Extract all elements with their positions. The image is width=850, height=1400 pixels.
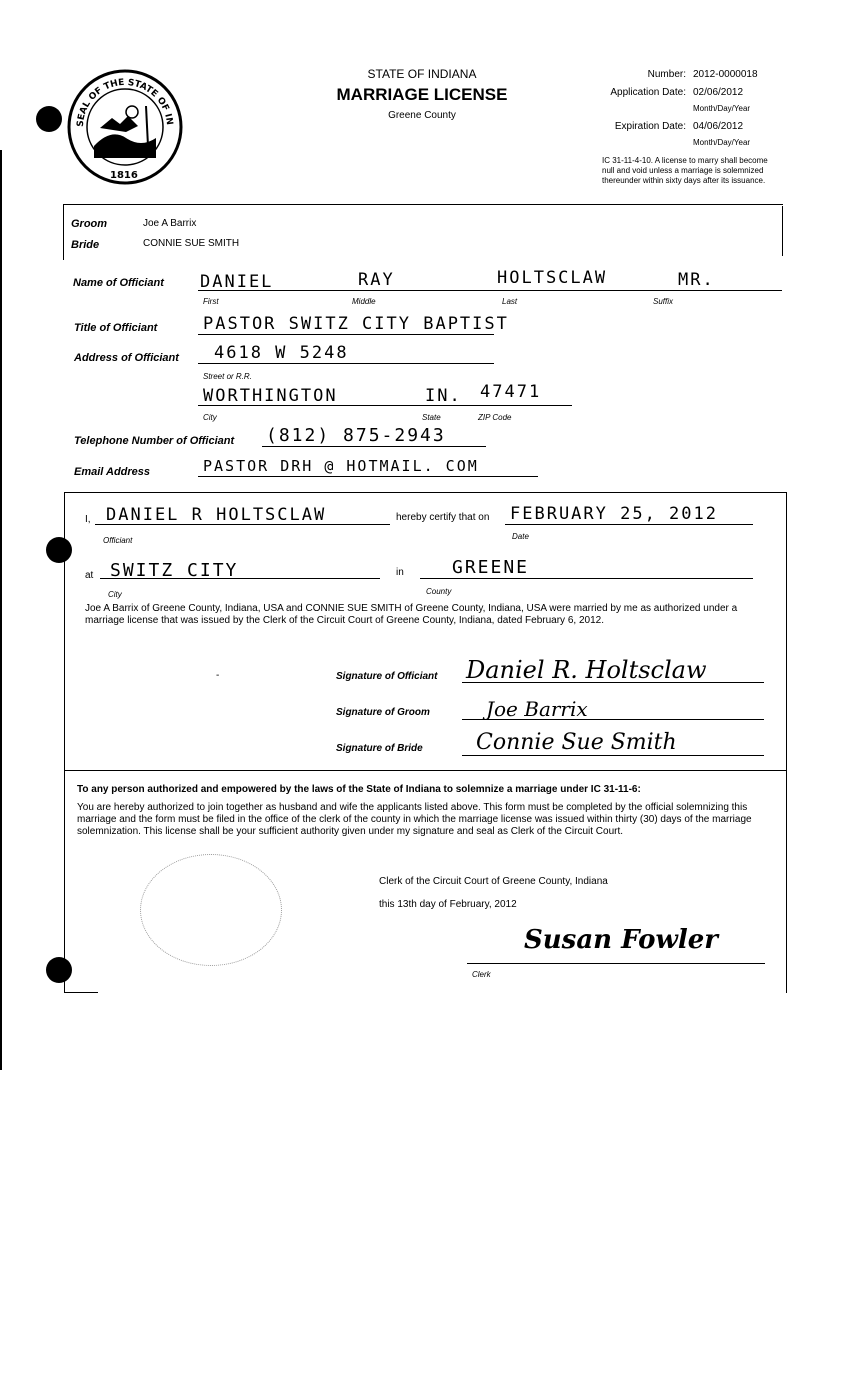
state-seal — [66, 68, 184, 186]
signature-officiant-line — [462, 682, 764, 683]
punch-hole-top — [36, 106, 62, 132]
officiant-street: 4618 W 5248 — [214, 343, 349, 363]
expiration-date-label: Expiration Date: — [614, 121, 686, 132]
groom-name: Joe A Barrix — [143, 218, 197, 229]
header-title: MARRIAGE LICENSE — [336, 85, 508, 104]
certify-text: hereby certify that on — [396, 512, 490, 523]
officiant-street-line — [198, 363, 494, 364]
suffix-caption: Suffix — [653, 297, 674, 306]
certificate-officiant-name: DANIEL R HOLTSCLAW — [106, 505, 327, 525]
bride-label: Bride — [71, 239, 100, 251]
couple-box — [63, 204, 783, 260]
city-caption: City — [203, 413, 217, 422]
officiant-title: PASTOR SWITZ CITY BAPTIST — [203, 314, 509, 334]
officiant-zip: 47471 — [480, 382, 542, 402]
state-caption: State — [422, 413, 441, 422]
license-number: 2012-0000018 — [693, 69, 758, 80]
number-label: Number: — [647, 69, 686, 80]
officiant-email: PASTOR DRH @ HOTMAIL. COM — [203, 457, 479, 475]
signature-bride-label: Signature of Bride — [336, 743, 423, 754]
officiant-city-line — [198, 405, 572, 406]
officiant-first-name: DANIEL — [200, 272, 274, 292]
officiant-title-label: Title of Officiant — [74, 322, 158, 334]
officiant-suffix: MR. — [678, 270, 715, 290]
application-date: 02/06/2012 — [693, 87, 744, 98]
officiant-phone: (812) 875-2943 — [266, 425, 446, 446]
marriage-county: GREENE — [452, 557, 530, 578]
authorization-body: You are hereby authorized to join together as husband and wife the applicants listed above. This form must be completed by the official solemnizing this marriage and the form must be filed in the office of the clerk of the county in which the marriage license was issued within thirty (30) days of the marriage solemnization. This license shall be your sufficient authority given under my signature and seal as Clerk of the Circuit Court. — [77, 802, 752, 837]
officiant-email-line — [198, 476, 538, 477]
seal-year: 1816 — [110, 170, 138, 181]
first-caption: First — [203, 297, 219, 306]
expiration-date-format: Month/Day/Year — [693, 138, 751, 147]
bride-name: CONNIE SUE SMITH — [143, 238, 240, 249]
certificate-i: I, — [85, 514, 91, 525]
clerk-seal-impression — [140, 854, 282, 966]
officiant-phone-line — [262, 446, 486, 447]
application-date-format: Month/Day/Year — [693, 104, 751, 113]
certificate-statement: Joe A Barrix of Greene County, Indiana, USA and CONNIE SUE SMITH of Greene County, Indiana, USA were married by me as authorized under a marriage license that was issued by the Clerk of the Circuit Court of Greene County, Indiana, dated February 6, 2012. — [85, 603, 738, 626]
middle-caption: Middle — [352, 297, 376, 306]
signature-groom-line — [462, 719, 764, 720]
expiration-date: 04/06/2012 — [693, 121, 744, 132]
header-county: Greene County — [388, 110, 456, 121]
application-date-label: Application Date: — [610, 87, 686, 98]
officiant-phone-label: Telephone Number of Officiant — [74, 435, 235, 447]
issue-date-line: this 13th day of February, 2012 — [379, 899, 517, 910]
signature-groom: Joe Barrix — [486, 697, 588, 721]
certificate-at: at — [85, 570, 94, 581]
officiant-name-label: Name of Officiant — [73, 277, 164, 289]
certificate-officiant-caption: Officiant — [103, 536, 133, 545]
marriage-city-line — [100, 578, 380, 579]
clerk-signature: Susan Fowler — [524, 925, 718, 955]
zip-caption: ZIP Code — [478, 413, 512, 422]
clerk-caption: Clerk — [472, 970, 491, 979]
authorization-heading: To any person authorized and empowered by the laws of the State of Indiana to solemnize a marriage under IC 31-11-6: — [77, 784, 641, 795]
officiant-city: WORTHINGTON — [203, 386, 338, 406]
marriage-city: SWITZ CITY — [110, 560, 239, 581]
authorization-bottom-line — [64, 992, 98, 993]
couple-box-right-edge — [782, 206, 783, 256]
city-caption-cert: City — [108, 590, 122, 599]
street-caption: Street or R.R. — [203, 372, 252, 381]
officiant-state: IN. — [425, 386, 462, 406]
last-caption: Last — [502, 297, 518, 306]
certificate-officiant-line — [95, 524, 390, 525]
county-caption: County — [426, 587, 452, 596]
left-edge-shadow — [0, 150, 2, 1070]
seal-text: SEAL OF THE STATE OF IN — [75, 77, 175, 128]
clerk-signature-line — [467, 963, 765, 964]
marriage-date-line — [505, 524, 753, 525]
date-caption: Date — [512, 532, 529, 541]
officiant-title-line — [198, 334, 494, 335]
clerk-line: Clerk of the Circuit Court of Greene County, Indiana — [379, 876, 608, 887]
groom-label: Groom — [71, 218, 108, 230]
marriage-date: FEBRUARY 25, 2012 — [510, 504, 718, 524]
signature-bride-line — [462, 755, 764, 756]
email-label: Email Address — [74, 466, 151, 478]
officiant-address-label: Address of Officiant — [74, 352, 179, 364]
officiant-middle-name: RAY — [358, 270, 395, 290]
officiant-name-line — [198, 290, 782, 291]
signature-groom-label: Signature of Groom — [336, 707, 430, 718]
stray-mark: - — [216, 670, 220, 681]
signature-officiant: Daniel R. Holtsclaw — [466, 656, 707, 684]
certificate-box — [64, 492, 787, 771]
certificate-in: in — [396, 567, 404, 578]
signature-officiant-label: Signature of Officiant — [336, 671, 438, 682]
header-state: STATE OF INDIANA — [367, 67, 477, 81]
signature-bride: Connie Sue Smith — [476, 730, 677, 755]
marriage-county-line — [420, 578, 753, 579]
svg-text:SEAL OF THE STATE OF INDIANA — [66, 68, 174, 127]
officiant-last-name: HOLTSCLAW — [497, 268, 608, 288]
ic-note: IC 31-11-4-10. A license to marry shall become null and void unless a marriage is solemnized thereunder within sixty days after its issuance. — [602, 156, 768, 185]
